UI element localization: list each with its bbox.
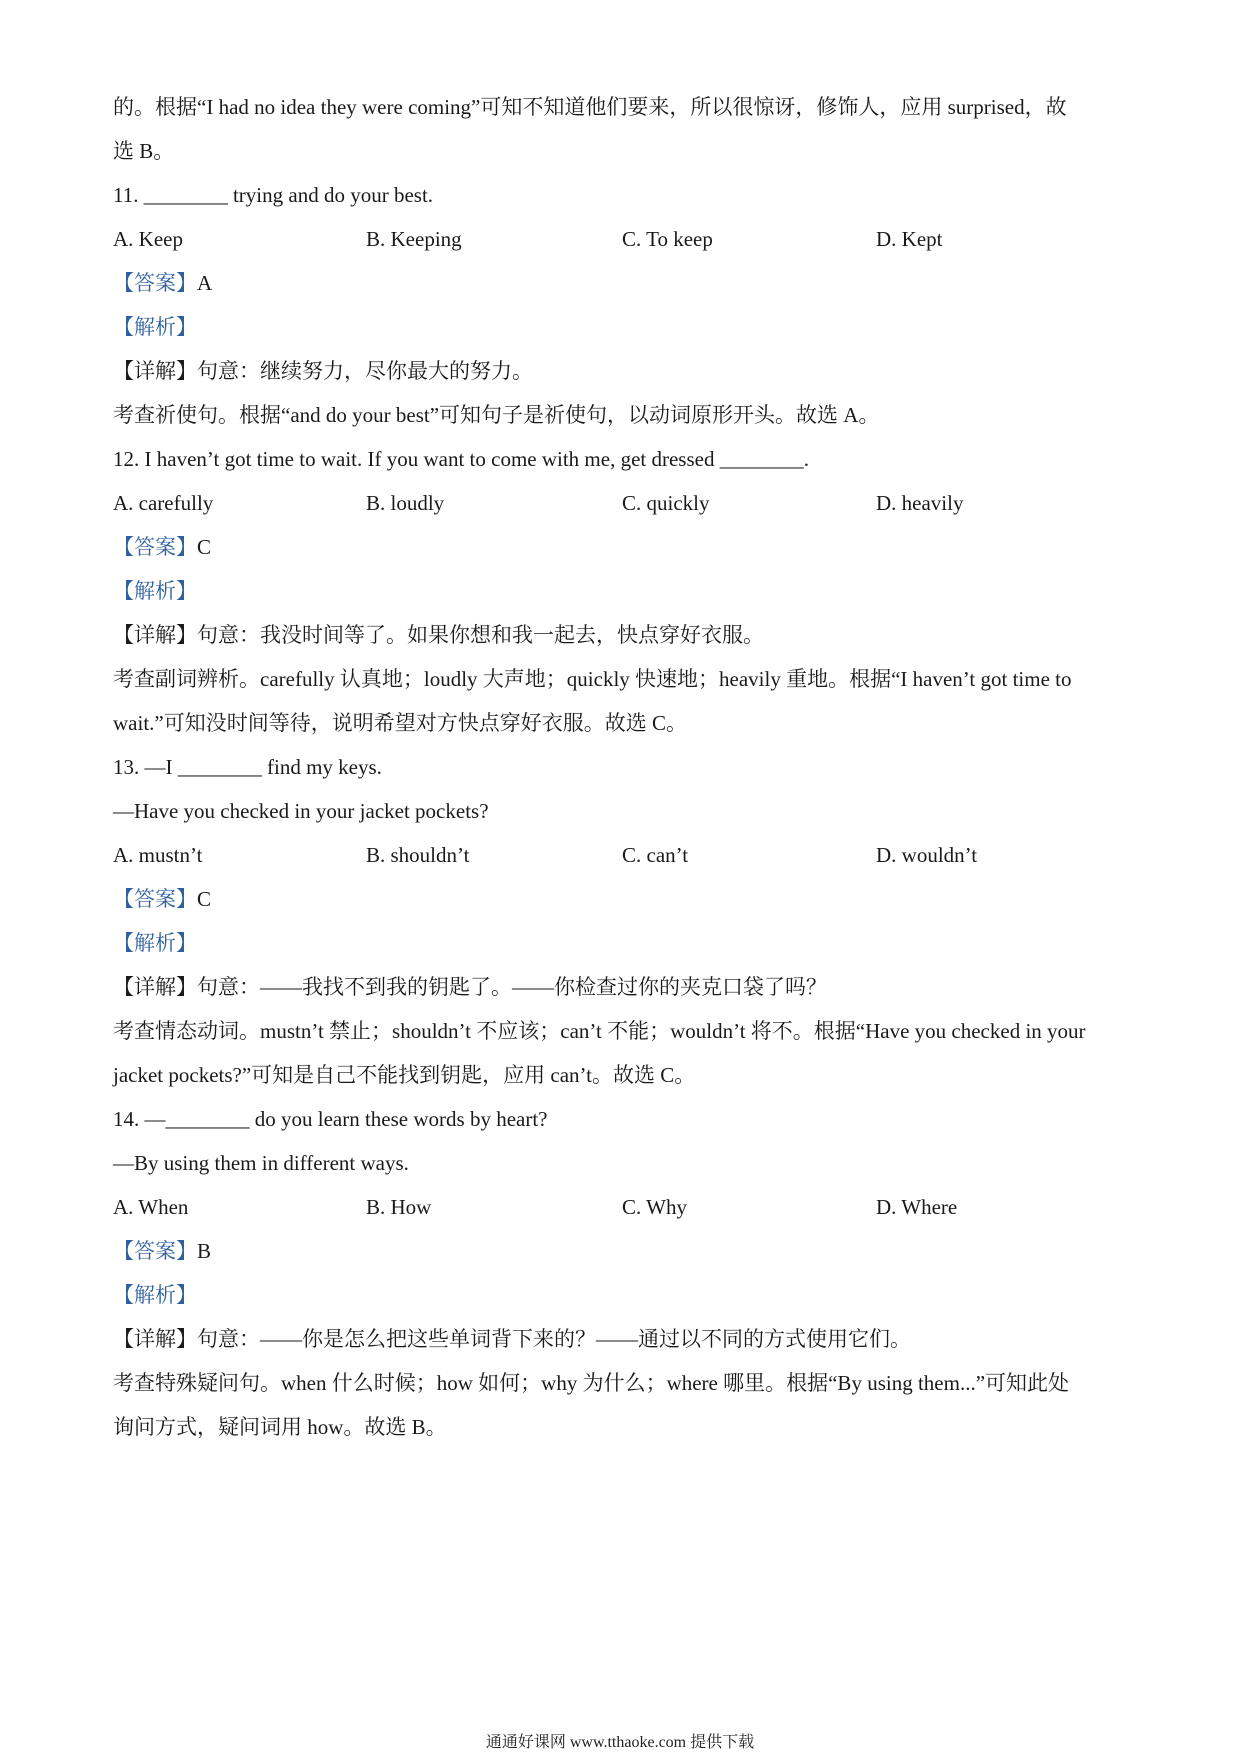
- option-c: C. can’t: [622, 843, 689, 867]
- answer-line: [113, 532, 1140, 562]
- answer-label: 【答案】: [113, 1239, 197, 1263]
- explanation-line: 考查副词辨析。carefully 认真地；loudly 大声地；quickly 快速地；heavily 重地。根据“I haven’t got time to: [113, 667, 1072, 691]
- explanation-line: 询问方式，疑问词用 how。故选 B。: [113, 1415, 447, 1439]
- analysis-label: 【解析】: [113, 931, 197, 955]
- question-13: 13. —I ________ find my keys.: [113, 755, 382, 779]
- question-12: 12. I haven’t got time to wait. If you want to come with me, get dressed ________.: [113, 447, 809, 471]
- question-13-reply: —Have you checked in your jacket pockets?: [113, 799, 489, 823]
- question-11: 11. ________ trying and do your best.: [113, 183, 434, 207]
- answer-value: C: [197, 887, 212, 911]
- option-c: C. Why: [622, 1195, 687, 1219]
- question-14-reply: —By using them in different ways.: [113, 1151, 409, 1175]
- analysis-label: 【解析】: [113, 579, 197, 603]
- answer-label: 【答案】: [113, 535, 197, 559]
- explanation-line: 考查情态动词。mustn’t 禁止；shouldn’t 不应该；can’t 不能；wouldn’t 将不。根据“Have you checked in your: [113, 1019, 1086, 1043]
- option-d: D. Where: [876, 1195, 958, 1219]
- answer-value: C: [197, 535, 212, 559]
- option-b: B. shouldn’t: [366, 843, 470, 867]
- text-line: 的。根据“I had no idea they were coming”可知不知道他们要来，所以很惊讶，修饰人，应用 surprised，故: [113, 95, 1067, 119]
- option-d: D. Kept: [876, 227, 943, 251]
- analysis-label: 【解析】: [113, 1283, 197, 1307]
- detail-line: 【详解】句意：——我找不到我的钥匙了。——你检查过你的夹克口袋了吗？: [113, 975, 827, 999]
- answer-line: [113, 1236, 1140, 1266]
- option-d: D. wouldn’t: [876, 843, 978, 867]
- option-b: B. loudly: [366, 491, 445, 515]
- option-c: C. To keep: [622, 227, 713, 251]
- page-footer: 通通好课网 www.tthaoke.com 提供下载: [485, 1734, 755, 1751]
- question-14: 14. —________ do you learn these words by heart?: [113, 1107, 548, 1131]
- answer-line: [113, 268, 1140, 298]
- text-line: 选 B。: [113, 139, 175, 163]
- answer-value: A: [197, 271, 213, 295]
- answer-label: 【答案】: [113, 887, 197, 911]
- option-a: A. When: [113, 1195, 189, 1219]
- explanation-line: 考查特殊疑问句。when 什么时候；how 如何；why 为什么；where 哪里。根据“By using them...”可知此处: [113, 1371, 1070, 1395]
- option-a: A. carefully: [113, 491, 214, 515]
- explanation-line: jacket pockets?”可知是自己不能找到钥匙，应用 can’t。故选 C。: [113, 1063, 696, 1087]
- explanation-line: wait.”可知没时间等待，说明希望对方快点穿好衣服。故选 C。: [113, 711, 687, 735]
- option-b: B. How: [366, 1195, 432, 1219]
- option-c: C. quickly: [622, 491, 710, 515]
- answer-label: 【答案】: [113, 271, 197, 295]
- detail-line: 【详解】句意：——你是怎么把这些单词背下来的？——通过以不同的方式使用它们。: [113, 1327, 911, 1351]
- detail-line: 【详解】句意：我没时间等了。如果你想和我一起去，快点穿好衣服。: [113, 623, 764, 647]
- analysis-label: 【解析】: [113, 315, 197, 339]
- option-a: A. mustn’t: [113, 843, 203, 867]
- explanation-line: 考查祈使句。根据“and do your best”可知句子是祈使句，以动词原形开头。故选 A。: [113, 403, 880, 427]
- answer-value: B: [197, 1239, 212, 1263]
- option-b: B. Keeping: [366, 227, 462, 251]
- option-a: A. Keep: [113, 227, 183, 251]
- detail-line: 【详解】句意：继续努力，尽你最大的努力。: [113, 359, 533, 383]
- answer-line: [113, 884, 1140, 914]
- option-d: D. heavily: [876, 491, 964, 515]
